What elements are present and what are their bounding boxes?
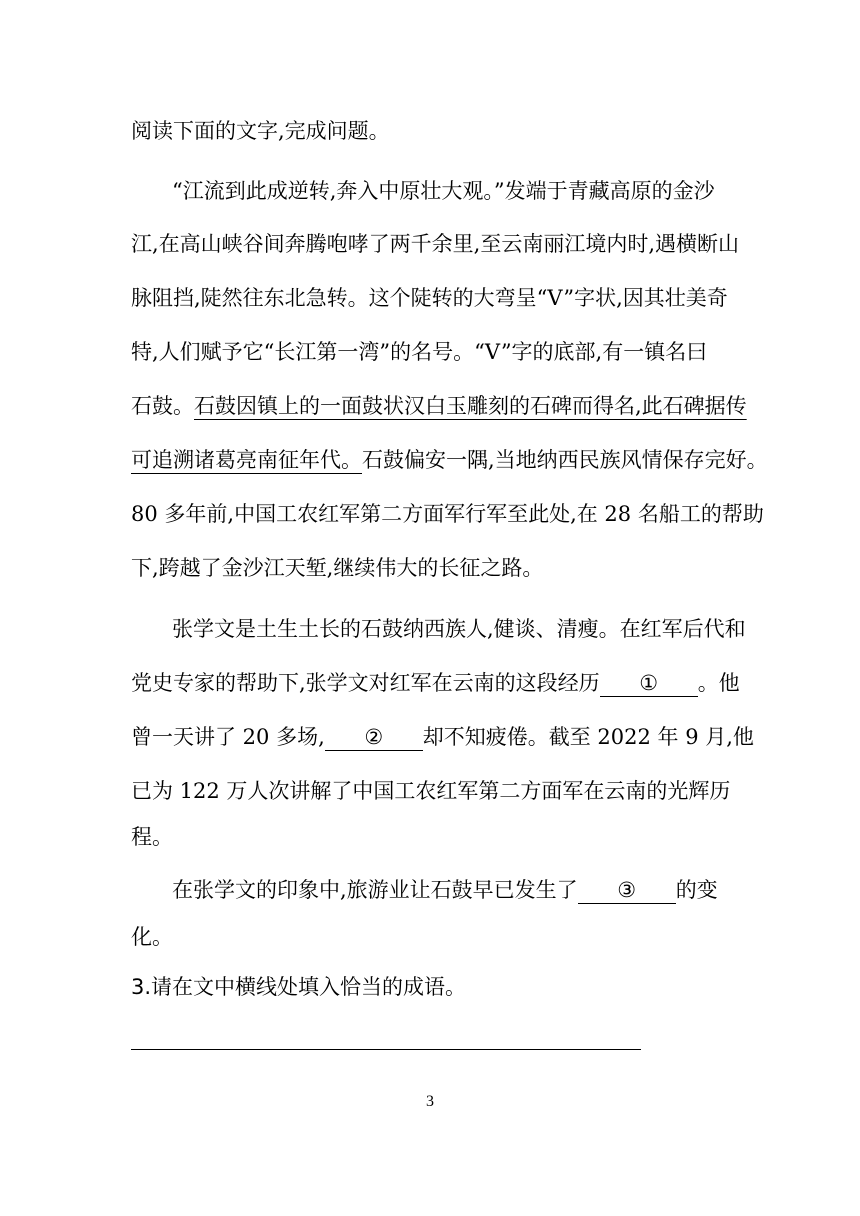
passage-p3-line1 (172, 875, 718, 905)
passage-p3-line2: 化。 (131, 925, 173, 949)
text-segment: 党史专家的帮助下,张学文对红军在云南的这段经历 (131, 671, 600, 695)
passage-p1-line7: 80 多年前,中国工农红军第二方面军行军至此处,在 28 名船工的帮助 (131, 502, 764, 526)
blank-1[interactable]: ① (600, 668, 698, 697)
passage-p1-line8: 下,跨越了金沙江天堑,继续伟大的长征之路。 (131, 556, 544, 580)
passage-p2-line2 (131, 668, 740, 698)
passage-p1-line3: 脉阻挡,陡然往东北急转。这个陡转的大弯呈“V”字状,因其壮美奇 (131, 286, 728, 310)
text-segment: 。他 (697, 671, 740, 695)
text-segment: 石鼓。 (131, 394, 194, 418)
passage-p1-line6 (131, 445, 768, 475)
passage-p1-line1: “江流到此成逆转,奔入中原壮大观。”发端于青藏高原的金沙 (172, 179, 715, 203)
text-segment: 在张学文的印象中,旅游业让石鼓早已发生了 (172, 878, 578, 902)
passage-p2-line1: 张学文是土生土长的石鼓纳西族人,健谈、清瘦。在红军后代和 (172, 617, 746, 641)
passage-p2-line4: 已为 122 万人次讲解了中国工农红军第二方面军在云南的光辉历 (131, 779, 731, 803)
page-number: 3 (426, 1093, 434, 1110)
passage-p2-line5: 程。 (131, 825, 173, 849)
text-segment: 曾一天讲了 20 多场, (131, 725, 325, 749)
question-text: 3.请在文中横线处填入恰当的成语。 (131, 975, 467, 999)
blank-3[interactable]: ③ (578, 875, 676, 904)
text-segment: 石鼓偏安一隅,当地纳西民族风情保存完好。 (362, 448, 768, 472)
passage-p1-line2: 江,在高山峡谷间奔腾咆哮了两千余里,至云南丽江境内时,遇横断山 (131, 232, 740, 256)
text-segment: 却不知疲倦。截至 2022 年 9 月,他 (422, 725, 754, 749)
underlined-sentence-end: 可追溯诸葛亮南征年代。 (131, 448, 362, 472)
text-segment: 的变 (675, 878, 718, 902)
blank-2[interactable]: ② (325, 722, 423, 751)
passage-p1-line5 (131, 391, 747, 421)
passage-p2-line3 (131, 722, 754, 752)
answer-line[interactable] (131, 1049, 641, 1050)
instruction-text: 阅读下面的文字,完成问题。 (131, 119, 390, 143)
underlined-sentence: 石鼓因镇上的一面鼓状汉白玉雕刻的石碑而得名,此石碑据传 (194, 394, 747, 418)
passage-p1-line4: 特,人们赋予它“长江第一湾”的名号。“V”字的底部,有一镇名曰 (131, 340, 708, 364)
